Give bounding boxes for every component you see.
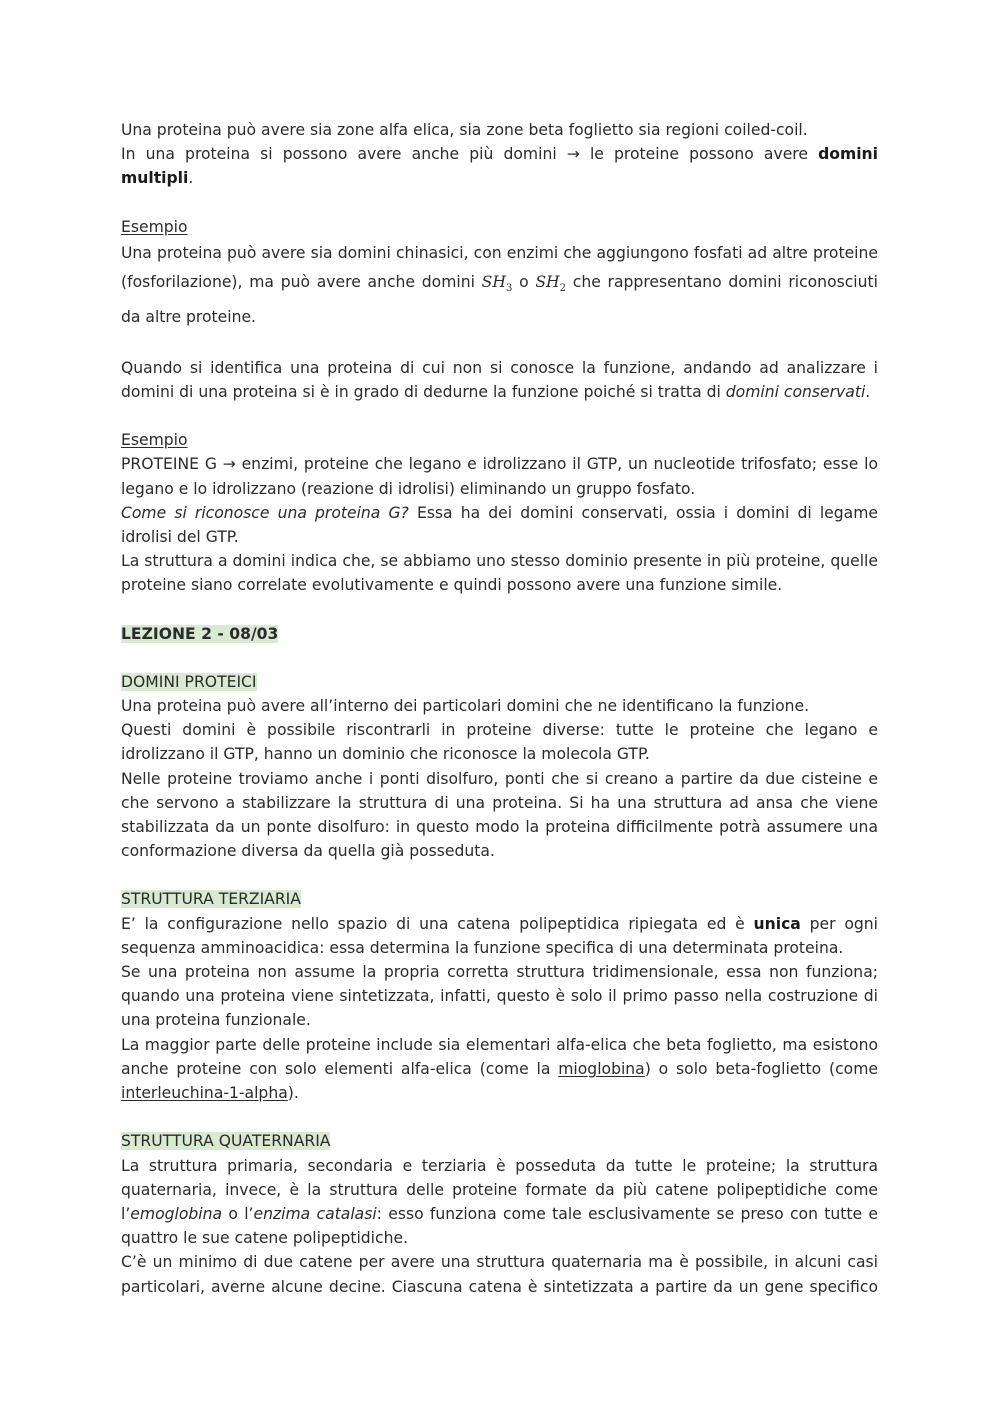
paragraph-struttura-domini: La struttura a domini indica che, se abbiamo uno stesso dominio presente in più proteine, quelle proteine siano correlate evolutivamente e quindi possono avere una funzione simile. bbox=[121, 552, 878, 595]
paragraph bbox=[121, 1033, 878, 1106]
link-mioglobina[interactable]: mioglobina bbox=[558, 1059, 645, 1078]
paragraph: C’è un minimo di due catene per avere una struttura quaternaria ma è possibile, in alcuni casi particolari, averne alcune decine. Ciascuna catena è sintetizzata a partire da un gene specifico bbox=[121, 1253, 878, 1296]
link-interleuchina[interactable]: interleuchina-1-alpha bbox=[121, 1084, 288, 1103]
text: La struttura primaria, secondaria e terziaria è posseduta da tutte le proteine; la struttura quaternaria, invece, è la struttura delle proteine formate da più catene polipeptidiche come l’ bbox=[121, 1156, 878, 1223]
bold-domini-multipli: domini multipli bbox=[121, 145, 878, 188]
example-heading bbox=[121, 428, 878, 452]
heading-text: STRUTTURA QUATERNARIA bbox=[121, 1132, 331, 1151]
paragraph: Nelle proteine troviamo anche i ponti disolfuro, ponti che si creano a partire da due cisteine e che servono a stabilizzare la struttura di una proteina. Si ha una struttura ad ansa che viene stabilizzata da un ponte disolfuro: in questo modo la proteina difficilmente potrà assumere una conformazione diversa da quella già posseduta. bbox=[121, 769, 878, 861]
text: : esso funziona come tale esclusivamente se preso con tutte e quattro le sue catene polipeptidiche. bbox=[121, 1204, 878, 1248]
paragraph: Se una proteina non assume la propria corretta struttura tridimensionale, essa non funziona; quando una proteina viene sintetizzata, infatti, questo è solo il primo passo nella costruzione di una proteina funzionale. bbox=[121, 963, 878, 1030]
paragraph-domini-chinasici bbox=[121, 239, 878, 332]
paragraph bbox=[121, 1154, 878, 1251]
text: Una proteina può avere sia domini chinasici, con enzimi che aggiungono fosfati ad altre proteine (fosforilazione), ma può avere anche domini bbox=[121, 243, 878, 291]
text: ). bbox=[287, 1084, 299, 1103]
lesson-title-text: LEZIONE 2 - 08/03 bbox=[121, 624, 279, 643]
text: o bbox=[512, 272, 536, 291]
text: In una proteina si possono avere anche più domini → le proteine possono avere bbox=[121, 145, 819, 164]
paragraph-proteina-g-question bbox=[121, 501, 878, 549]
math-sh3: $SH_3$ bbox=[481, 272, 513, 294]
italic-enzima-catalasi: enzima catalasi bbox=[253, 1204, 377, 1223]
paragraph bbox=[121, 912, 878, 960]
text: Essa ha dei domini conservati, ossia i domini di legame idrolisi del GTP. bbox=[121, 503, 878, 547]
italic-question: Come si riconosce una proteina G? bbox=[121, 503, 409, 522]
paragraph-domini-multipli bbox=[121, 142, 878, 190]
text: . bbox=[865, 383, 871, 402]
text: che rappresentano domini riconosciuti da altre proteine. bbox=[121, 272, 878, 326]
paragraph-domini-conservati bbox=[121, 356, 878, 404]
math-sh2: $SH_2$ bbox=[535, 272, 567, 294]
text: E’ la configurazione nello spazio di una catena polipeptidica ripiegata ed è bbox=[121, 914, 754, 933]
paragraph-alfa-beta: Una proteina può avere sia zone alfa elica, sia zone beta foglietto sia regioni coiled-coil. bbox=[121, 121, 808, 139]
heading-text: STRUTTURA TERZIARIA bbox=[121, 890, 301, 909]
heading-text: Esempio bbox=[121, 217, 188, 236]
document-page bbox=[121, 118, 878, 1299]
paragraph: Questi domini è possibile riscontrarli in proteine diverse: tutte le proteine che legano e idrolizzano il GTP, hanno un dominio che riconosce la molecola GTP. bbox=[121, 721, 878, 764]
bold-unica: unica bbox=[753, 914, 801, 933]
lesson-title bbox=[121, 622, 878, 646]
text: Quando si identifica una proteina di cui non si conosce la funzione, andando ad analizzare i domini di una proteina si è in grado di dedurne la funzione poiché si tratta di bbox=[121, 358, 878, 402]
text: . bbox=[188, 169, 194, 188]
heading-text: DOMINI PROTEICI bbox=[121, 672, 257, 691]
text: La maggior parte delle proteine include sia elementari alfa-elica che beta foglietto, ma esistono anche proteine con solo elementi alfa-elica (come la bbox=[121, 1035, 878, 1078]
text: o l’ bbox=[222, 1204, 254, 1223]
text: per ogni sequenza amminoacidica: essa determina la funzione specifica di una determinata proteina. bbox=[121, 914, 878, 957]
example-heading bbox=[121, 215, 878, 239]
italic-domini-conservati: domini conservati bbox=[725, 383, 866, 402]
text: ) o solo beta-foglietto (come bbox=[644, 1059, 879, 1078]
italic-emoglobina: emoglobina bbox=[130, 1204, 223, 1223]
paragraph-proteine-g: PROTEINE G → enzimi, proteine che legano e idrolizzano il GTP, un nucleotide trifosfato; esse lo legano e lo idrolizzano (reazione di idrolisi) eliminando un gruppo fosfato. bbox=[121, 455, 878, 498]
paragraph: Una proteina può avere all’interno dei particolari domini che ne identificano la funzione. bbox=[121, 697, 810, 716]
section-heading-terziaria bbox=[121, 887, 878, 911]
section-heading-quaternaria bbox=[121, 1129, 878, 1153]
heading-text: Esempio bbox=[121, 431, 188, 450]
section-heading-domini bbox=[121, 670, 878, 694]
